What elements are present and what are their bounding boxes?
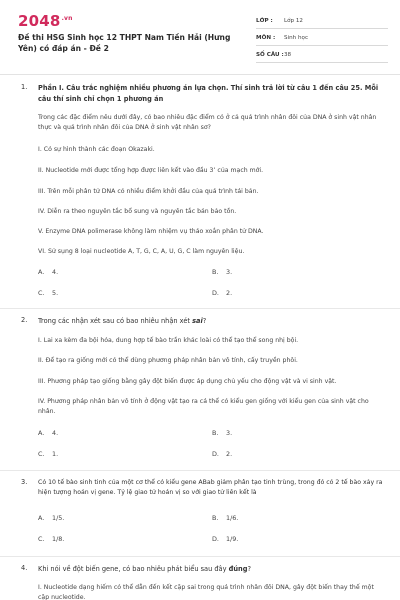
- option-text: 1/6.: [226, 514, 239, 522]
- option-a[interactable]: [38, 429, 58, 437]
- option-letter: D.: [212, 535, 219, 543]
- meta-value: 38: [284, 52, 292, 58]
- option-text: 5.: [52, 289, 59, 297]
- stem-emphasis: sai: [192, 317, 203, 325]
- meta-row-count: [256, 49, 388, 63]
- option-c[interactable]: [38, 535, 64, 543]
- exam-meta: [256, 15, 388, 66]
- question-line: IV. Phương pháp nhân bản vô tính ở động vật tạo ra cá thể có kiểu gen giống với kiểu gen của sinh vật cho nhân.: [38, 398, 369, 415]
- stem-text: Trong các nhận xét sau có bao nhiêu nhận xét: [38, 317, 193, 325]
- option-text: 3.: [226, 268, 233, 276]
- logo-suffix: .vn: [61, 15, 73, 22]
- question-stem: [38, 564, 383, 575]
- header: [0, 0, 400, 62]
- option-c[interactable]: [38, 289, 58, 297]
- option-text: 1.: [52, 450, 59, 458]
- option-letter: D.: [212, 289, 219, 297]
- question-line: Trong các đặc điểm nêu dưới đây, có bao nhiêu đặc điểm có ở cả quá trình nhân đôi của DNA ở sinh vật nhân thực và quá trình nhân đôi của DNA ở sinh vật nhân sơ?: [38, 114, 377, 131]
- question-line: I. Lai xa kèm đa bội hóa, dung hợp tế bào trần khác loài có thể tạo thể song nhị bội.: [38, 337, 299, 344]
- option-letter: A.: [38, 268, 45, 276]
- option-b[interactable]: [212, 429, 232, 437]
- stem-text: ?: [202, 317, 207, 325]
- option-text: 2.: [226, 450, 233, 458]
- option-text: 1/5.: [52, 514, 65, 522]
- logo-text: 2048: [18, 12, 61, 30]
- option-letter: A.: [38, 514, 45, 522]
- question-line: III. Trên mỗi phân tử DNA có nhiều điểm khởi đầu của quá trình tái bản.: [38, 188, 259, 195]
- question-number: 2.: [21, 316, 28, 324]
- meta-value: Lớp 12: [284, 18, 303, 24]
- option-text: 1/8.: [52, 535, 65, 543]
- option-a[interactable]: [38, 514, 64, 522]
- option-b[interactable]: [212, 514, 238, 522]
- option-d[interactable]: [212, 535, 238, 543]
- option-text: 2.: [226, 289, 233, 297]
- question-stem: Phần I. Câu trắc nghiệm nhiều phương án lựa chọn. Thí sinh trả lời từ câu 1 đến câu 25. Mỗi câu thí sinh chỉ chọn 1 phương án: [38, 84, 379, 103]
- meta-key: MÔN :: [256, 35, 276, 41]
- question-number: 4.: [21, 564, 28, 572]
- header-divider: [0, 74, 400, 75]
- stem-emphasis: đúng: [228, 565, 248, 573]
- question-divider: [0, 308, 400, 309]
- question-number: 3.: [21, 478, 28, 486]
- question-line: II. Nucleotide mới được tổng hợp được liên kết vào đầu 3’ của mạch mới.: [38, 167, 264, 174]
- option-letter: C.: [38, 450, 45, 458]
- question-number: 1.: [21, 83, 28, 91]
- meta-key: LỚP :: [256, 18, 273, 24]
- meta-row-class: [256, 15, 388, 29]
- option-text: 4.: [52, 429, 59, 437]
- question-stem: [38, 316, 383, 327]
- option-letter: C.: [38, 289, 45, 297]
- option-letter: D.: [212, 450, 219, 458]
- option-letter: A.: [38, 429, 45, 437]
- question-line: I. Có sự hình thành các đoạn Okazaki.: [38, 146, 155, 153]
- stem-text: ?: [247, 565, 251, 573]
- option-text: 3.: [226, 429, 233, 437]
- exam-title: Đề thi HSG Sinh học 12 THPT Nam Tiền Hải (Hưng Yên) có đáp án - Đề 2: [18, 33, 231, 53]
- option-b[interactable]: [212, 268, 232, 276]
- stem-text: Khi nói về đột biến gene, có bao nhiêu phát biểu sau đây: [38, 565, 229, 573]
- option-letter: B.: [212, 429, 219, 437]
- option-a[interactable]: [38, 268, 58, 276]
- question-divider: [0, 470, 400, 471]
- question-line: VI. Sử sụng 8 loại nucleotide A, T, G, C, A, U, G, C làm nguyên liệu.: [38, 248, 245, 255]
- question-divider: [0, 556, 400, 557]
- question-stem: Có 10 tế bào sinh tinh của một cơ thể có kiểu gene ABab giảm phân tạo tinh trùng, trong đó có 2 tế bào xảy ra hiện tượng hoán vị gene. Tỷ lệ giao tử hoán vị so với giao tử liên kết là: [38, 479, 383, 496]
- option-d[interactable]: [212, 450, 232, 458]
- question-line: V. Enzyme DNA polimerase không làm nhiệm vụ tháo xoắn phân tử DNA.: [38, 228, 264, 235]
- meta-row-subject: [256, 32, 388, 46]
- option-d[interactable]: [212, 289, 232, 297]
- site-logo[interactable]: [18, 12, 73, 30]
- option-c[interactable]: [38, 450, 58, 458]
- option-text: 4.: [52, 268, 59, 276]
- option-text: 1/9.: [226, 535, 239, 543]
- meta-key: SỐ CÂU :: [256, 52, 284, 58]
- question-line: II. Để tạo ra giống mới có thể dùng phương pháp nhân bản vô tính, cấy truyền phôi.: [38, 357, 298, 364]
- question-line: III. Phương pháp tạo giống bằng gây đột biến được áp dụng chủ yếu cho động vật và vi sinh vật.: [38, 378, 337, 385]
- option-letter: B.: [212, 514, 219, 522]
- meta-value: Sinh học: [284, 35, 309, 41]
- option-letter: C.: [38, 535, 45, 543]
- question-line: IV. Diễn ra theo nguyên tắc bổ sung và nguyên tắc bán bảo tồn.: [38, 208, 237, 215]
- question-line: I. Nucleotide dạng hiếm có thể dẫn đến kết cặp sai trong quá trình nhân đôi DNA, gây đột biến thay thế một cặp nucleotide.: [38, 584, 374, 600]
- option-letter: B.: [212, 268, 219, 276]
